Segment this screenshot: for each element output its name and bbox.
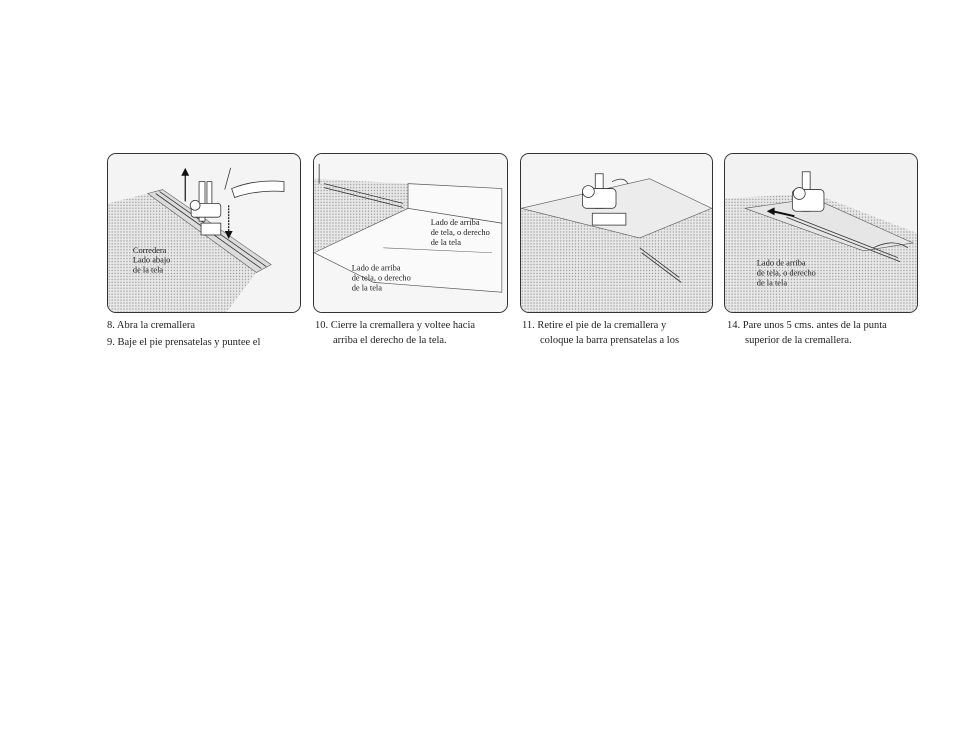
step-10-text-2: arriba el derecho de la tela. (333, 335, 447, 346)
caption-panel-3 (522, 318, 717, 348)
illustration-panel-1 (107, 153, 301, 313)
label-right-side-top-3: de la tela (430, 237, 461, 247)
step-11-text-2: coloque la barra prensatelas a los (540, 335, 680, 346)
stop-before-top-illustration (725, 154, 917, 312)
label-wrong-side-2: de la tela (132, 265, 164, 275)
label-right-side-bottom: Lado de arriba (351, 263, 401, 273)
step-9-text: 9. Baje el pie prensatelas y puntee el (107, 337, 261, 348)
label-right-side-bottom-3: de la tela (351, 283, 382, 293)
presser-foot-illustration-1 (108, 154, 300, 312)
caption-panel-2 (315, 318, 510, 348)
label-wrong-side: Lado abajo (132, 255, 171, 265)
label-right-side-3: de la tela (756, 278, 788, 288)
caption-panel-4 (727, 318, 922, 348)
label-right-side-top: Lado de arriba (430, 218, 480, 228)
step-14-text: 14. Pare unos 5 cms. antes de la punta (727, 320, 887, 331)
step-10-text: 10. Cierre la cremallera y voltee hacia (315, 320, 476, 331)
label-right-side: Lado de arriba (756, 258, 806, 268)
foot-removed-illustration (521, 154, 712, 312)
label-right-side-bottom-2: de tela, o derecho (351, 273, 411, 283)
step-8-text: 8. Abra la cremallera (107, 320, 196, 331)
label-slider: Corredera (132, 245, 167, 255)
illustration-panel-2 (313, 153, 508, 313)
step-11-text: 11. Retire el pie de la cremallera y (522, 320, 667, 331)
label-right-side-2: de tela, o derecho (756, 268, 816, 278)
zipper-closed-illustration (314, 154, 507, 312)
label-right-side-top-2: de tela, o derecho (430, 227, 490, 237)
illustration-panel-3 (520, 153, 713, 313)
step-14-text-2: superior de la cremallera. (745, 335, 852, 346)
caption-panel-1 (107, 318, 303, 350)
illustration-panel-4 (724, 153, 918, 313)
